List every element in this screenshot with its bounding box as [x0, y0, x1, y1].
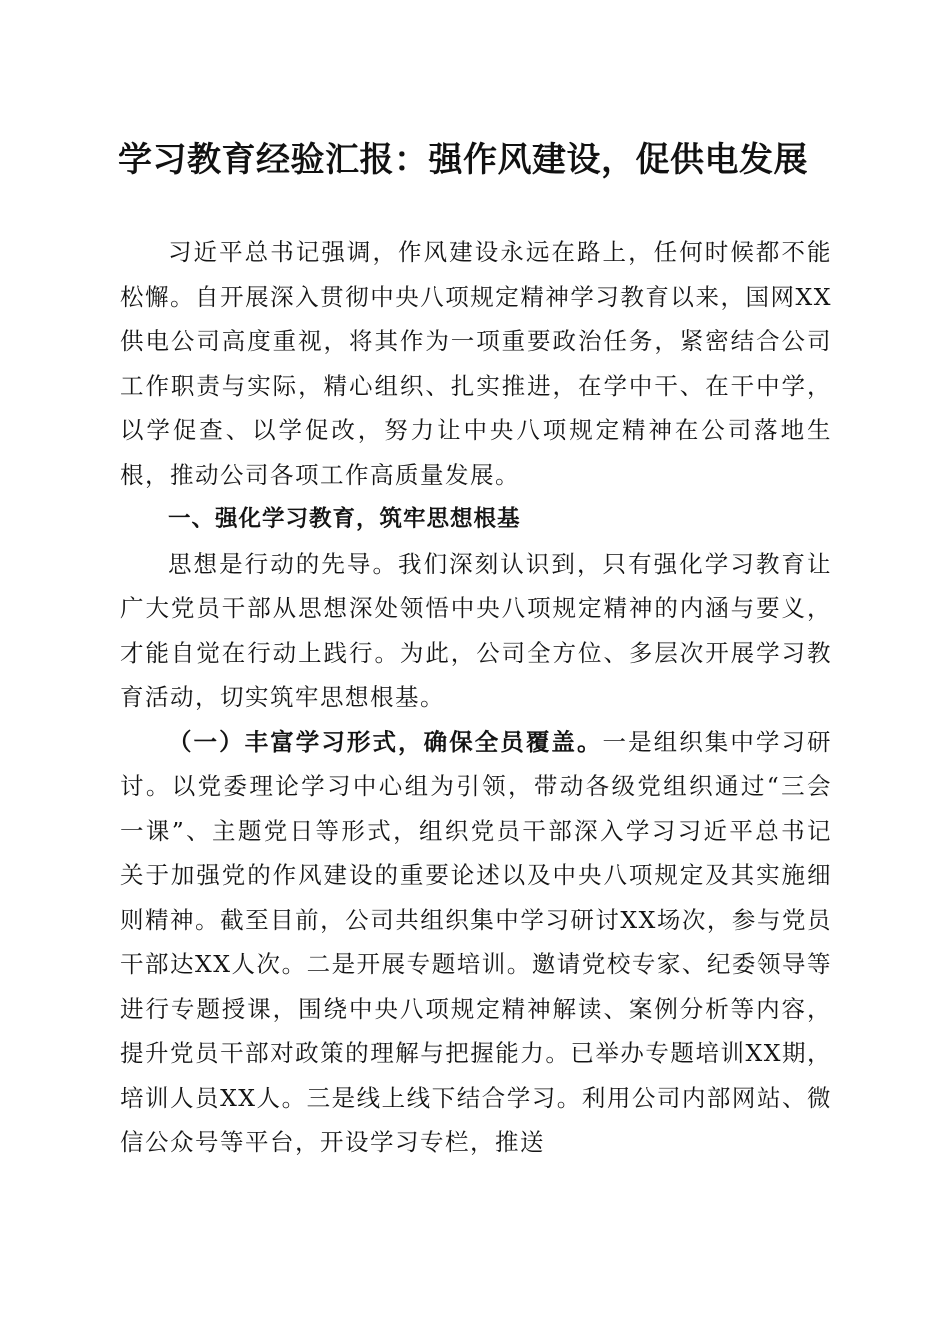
- subsection-1-lead: （一）丰富学习形式，确保全员覆盖。: [168, 727, 603, 756]
- subsection-1-text: 一是组织集中学习研讨。以党委理论学习中心组为引领，带动各级党组织通过“三会一课”、主题党日等形式，组织党员干部深入学习习近平总书记关于加强党的作风建设的重要论述以及中央八项规定及其实施细则精神。截至目前，公司共组织集中学习研讨XX场次，参与党员干部达XX人次。二是开展专题培训。邀请党校专家、纪委领导等进行专题授课，围绕中央八项规定精神解读、案例分析等内容，提升党员干部对政策的理解与把握能力。已举办专题培训XX期，培训人员XX人。三是线上线下结合学习。利用公司内部网站、微信公众号等平台，开设学习专栏，推送: [120, 727, 833, 1156]
- intro-paragraph: 习近平总书记强调，作风建设永远在路上，任何时候都不能松懈。自开展深入贯彻中央八项规定精神学习教育以来，国网XX供电公司高度重视，将其作为一项重要政治任务，紧密结合公司工作职责与实际，精心组织、扎实推进，在学中干、在干中学，以学促查、以学促改，努力让中央八项规定精神在公司落地生根，推动公司各项工作高质量发展。: [120, 238, 832, 489]
- document-title: 学习教育经验汇报：强作风建设，促供电发展: [118, 140, 808, 180]
- section-1-heading: 一、强化学习教育，筑牢思想根基: [168, 506, 521, 532]
- subsection-1-paragraph: [120, 720, 832, 1165]
- section-1-intro-paragraph: 思想是行动的先导。我们深刻认识到，只有强化学习教育让广大党员干部从思想深处领悟中央八项规定精神的内涵与要义，才能自觉在行动上践行。为此，公司全方位、多层次开展学习教育活动，切实筑牢思想根基。: [120, 549, 832, 711]
- document-body: [120, 230, 832, 1165]
